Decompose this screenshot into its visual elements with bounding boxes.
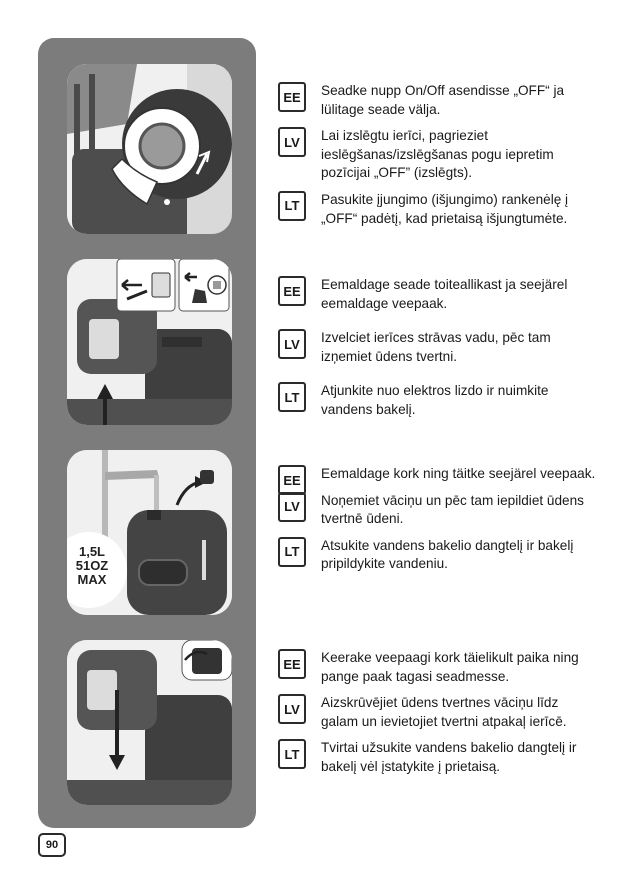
lang-badge-lv: LV: [278, 127, 306, 157]
insert-tank-drawing: [67, 640, 232, 805]
step1-pointer: [240, 141, 254, 161]
capacity-max: MAX: [77, 572, 107, 587]
step2-lv-row: [278, 329, 598, 366]
step4-ee-row: [278, 649, 598, 686]
capacity-liters: 1,5L: [78, 544, 105, 559]
step2-lt-row: [278, 382, 598, 419]
step4-lv-text: Aizskrūvējiet ūdens tvertnes vāciņu līdz galam un ievietojiet tvertni atpakaļ ierīcē.: [321, 695, 567, 729]
lang-badge-lv: LV: [278, 492, 306, 522]
step1-lt-row: [278, 191, 598, 228]
step4-lt-text: Tvirtai užsukite vandens bakelio dangtelį ir bakelį vėl įstatykite į prietaisą.: [321, 740, 577, 774]
step3-lt-text: Atsukite vandens bakelio dangtelį ir bakelį pripildykite vandeniu.: [321, 537, 574, 572]
step4-lv-row: [278, 694, 598, 731]
step4-pointer: [240, 709, 254, 729]
step2-lv-text: Izvelciet ierīces strāvas vadu, pēc tam izņemiet ūdens tvertni.: [321, 330, 551, 364]
lang-badge-lt: LT: [278, 382, 306, 412]
illustration-unplug-remove-tank: [67, 259, 232, 425]
lang-badge-ee: EE: [278, 82, 306, 112]
step-3-instructions: [278, 465, 598, 582]
step3-ee-row: [278, 465, 598, 488]
step4-lt-row: [278, 739, 598, 776]
step2-pointer: [240, 320, 254, 340]
step-1-instructions: [278, 82, 598, 236]
unplug-drawing: [67, 259, 232, 425]
step2-lt-text: Atjunkite nuo elektros lizdo ir nuimkite vandens bakelį.: [321, 383, 549, 417]
capacity-label: [67, 545, 117, 587]
lang-badge-ee: EE: [278, 649, 306, 679]
lang-badge-ee: EE: [278, 465, 306, 495]
lang-badge-lv: LV: [278, 329, 306, 359]
step1-lv-row: [278, 127, 598, 183]
step3-lv-text: Noņemiet vāciņu un pēc tam iepildiet ūdens tvertnē ūdeni.: [321, 492, 584, 527]
capacity-ounces: 51OZ: [75, 558, 109, 573]
step1-ee-row: [278, 82, 598, 119]
lang-badge-lt: LT: [278, 191, 306, 221]
fill-tank-drawing: [67, 450, 232, 615]
step3-lt-row: [278, 537, 598, 574]
lang-badge-lt: LT: [278, 739, 306, 769]
step2-ee-row: [278, 276, 598, 313]
step3-pointer: [240, 523, 254, 543]
step4-ee-text: Keerake veepaagi kork täielikult paika ning pange paak tagasi seadmesse.: [321, 650, 579, 684]
step3-lv-row: [278, 492, 598, 529]
step3-ee-text: Eemaldage kork ning täitke seejärel veepaak.: [321, 466, 596, 481]
step2-ee-text: Eemaldage seade toiteallikast ja seejärel eemaldage veepaak.: [321, 277, 568, 311]
step-2-instructions: [278, 276, 598, 428]
lang-badge-lv: LV: [278, 694, 306, 724]
illustration-power-knob: [67, 64, 232, 234]
illustration-insert-tank: [67, 640, 232, 805]
page-number: 90: [38, 833, 66, 857]
power-knob-drawing: [67, 64, 232, 234]
step1-lt-text: Pasukite įjungimo (išjungimo) rankenėlę į „OFF“ padėtį, kad prietaisą išjungtumėte.: [321, 191, 569, 226]
illustration-fill-tank: [67, 450, 232, 615]
step1-ee-text: Seadke nupp On/Off asendisse „OFF“ ja lülitage seade välja.: [321, 83, 565, 117]
lang-badge-lt: LT: [278, 537, 306, 567]
step-4-instructions: [278, 649, 598, 785]
lang-badge-ee: EE: [278, 276, 306, 306]
step1-lv-text: Lai izslēgtu ierīci, pagrieziet ieslēgšanas/izslēgšanas pogu iepretim pozīcijai „OFF” (izslēgts).: [321, 128, 554, 181]
